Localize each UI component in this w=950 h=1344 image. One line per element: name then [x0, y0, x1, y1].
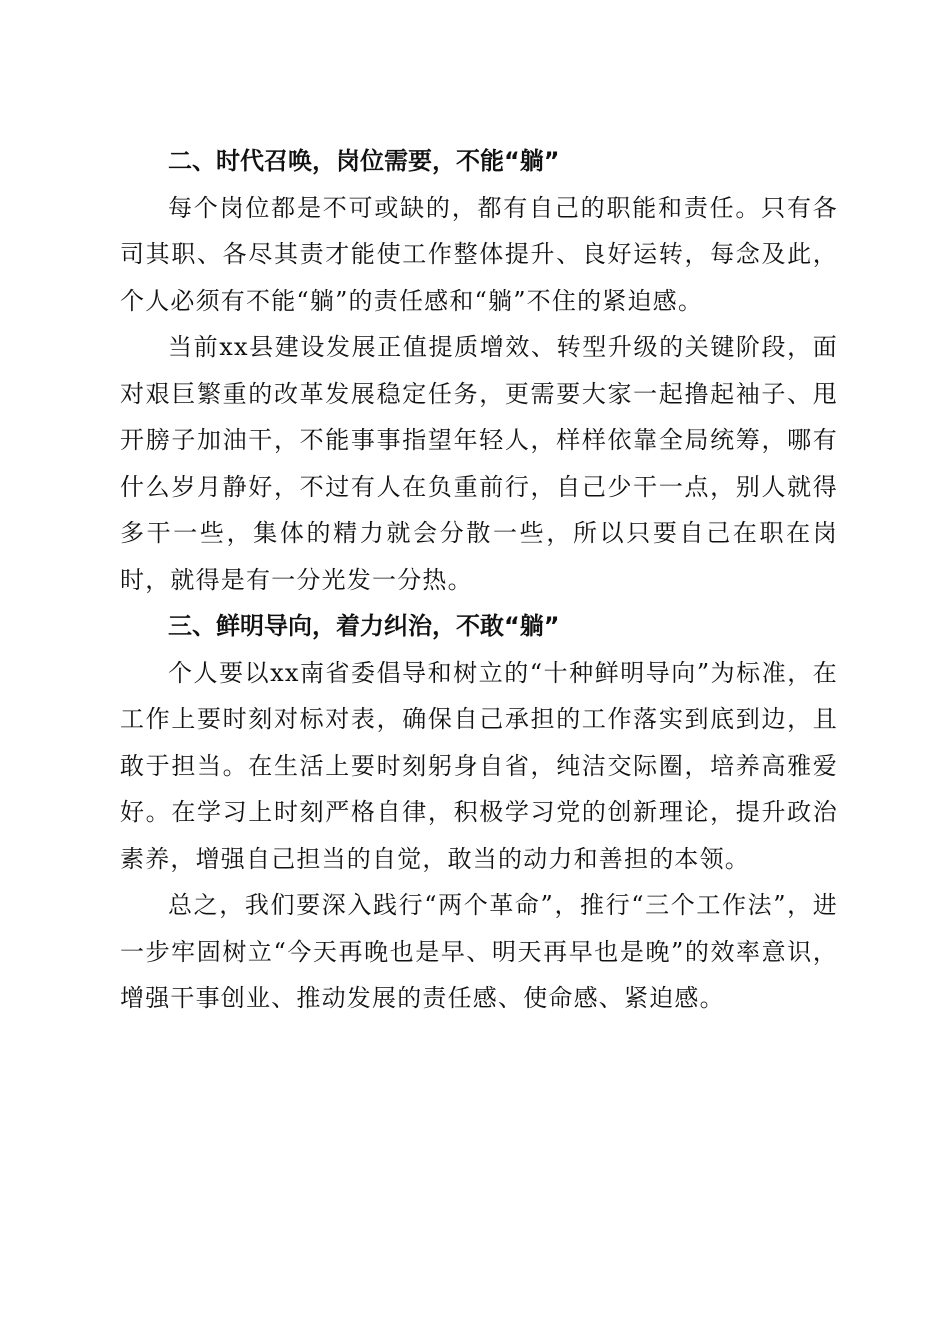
section-2-paragraph-1: 每个岗位都是不可或缺的，都有自己的职能和责任。只有各司其职、各尽其责才能使工作整体提升、良好运转，每念及此，个人必须有不能“躺”的责任感和“躺”不住的紧迫感。	[120, 193, 838, 315]
section-3-paragraph-2: 总之，我们要深入践行“两个革命”，推行“三个工作法”，进一步牢固树立“今天再晚也是早、明天再早也是晚”的效率意识，增强干事创业、推动发展的责任感、使命感、紧迫感。	[120, 891, 838, 1012]
section-3-paragraph-1: 个人要以xx南省委倡导和树立的“十种鲜明导向”为标准，在工作上要时刻对标对表，确保自己承担的工作落实到底到边，且敢于担当。在生活上要时刻躬身自省，纯洁交际圈，培养高雅爱好。在学习上时刻严格自律，积极学习党的创新理论，提升政治素养，增强自己担当的自觉，敢当的动力和善担的本领。	[120, 658, 838, 873]
document-page	[120, 138, 838, 1022]
section-heading-3: 三、鲜明导向，着力纠治，不敢“躺”	[168, 612, 560, 640]
section-2-paragraph-2: 当前xx县建设发展正值提质增效、转型升级的关键阶段，面对艰巨繁重的改革发展稳定任务，更需要大家一起撸起袖子、甩开膀子加油干，不能事事指望年轻人，样样依靠全局统筹，哪有什么岁月静好，不过有人在负重前行，自己少干一点，别人就得多干一些，集体的精力就会分散一些，所以只要自己在职在岗时，就得是有一分光发一分热。	[120, 333, 838, 594]
section-heading-2: 二、时代召唤，岗位需要，不能“躺”	[168, 147, 560, 175]
